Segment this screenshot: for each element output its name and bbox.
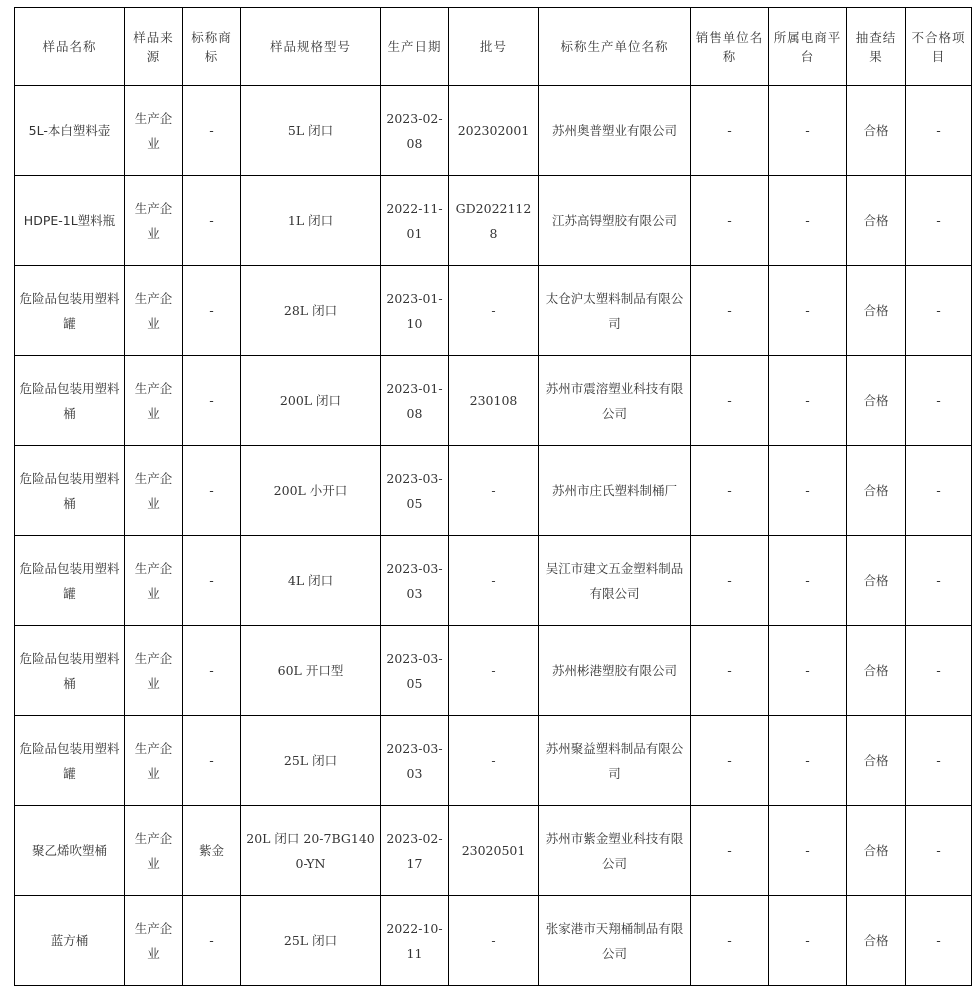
manufacturer-cell: 江苏高锝塑胶有限公司 bbox=[539, 176, 691, 266]
production-date-cell: 2022-11-01 bbox=[381, 176, 449, 266]
manufacturer-cell: 太仓沪太塑料制品有限公司 bbox=[539, 266, 691, 356]
result-cell: 合格 bbox=[847, 536, 906, 626]
manufacturer-cell: 张家港市天翔桶制品有限公司 bbox=[539, 896, 691, 986]
trademark-cell: - bbox=[183, 176, 241, 266]
spec-model-cell: 1L 闭口 bbox=[241, 176, 381, 266]
sample-name-cell: 5L-本白塑料壶 bbox=[15, 86, 125, 176]
sample-name-cell: 危险品包装用塑料桶 bbox=[15, 626, 125, 716]
batch-number-cell: - bbox=[449, 266, 539, 356]
batch-number-cell: - bbox=[449, 446, 539, 536]
ecommerce-platform-cell: - bbox=[769, 896, 847, 986]
result-cell: 合格 bbox=[847, 626, 906, 716]
production-date-cell: 2023-02-17 bbox=[381, 806, 449, 896]
result-cell: 合格 bbox=[847, 176, 906, 266]
ecommerce-platform-cell: - bbox=[769, 86, 847, 176]
header-failed-items: 不合格项目 bbox=[906, 8, 972, 86]
result-cell: 合格 bbox=[847, 446, 906, 536]
spec-model-cell: 200L 小开口 bbox=[241, 446, 381, 536]
sample-name-cell: 危险品包装用塑料罐 bbox=[15, 266, 125, 356]
trademark-cell: - bbox=[183, 716, 241, 806]
header-spec-model: 样品规格型号 bbox=[241, 8, 381, 86]
sample-name-cell: 危险品包装用塑料桶 bbox=[15, 446, 125, 536]
table-row bbox=[15, 716, 972, 806]
manufacturer-cell: 苏州彬港塑胶有限公司 bbox=[539, 626, 691, 716]
result-cell: 合格 bbox=[847, 86, 906, 176]
header-row bbox=[15, 8, 972, 86]
table-row bbox=[15, 626, 972, 716]
failed-items-cell: - bbox=[906, 356, 972, 446]
sample-source-cell: 生产企业 bbox=[125, 86, 183, 176]
result-cell: 合格 bbox=[847, 356, 906, 446]
failed-items-cell: - bbox=[906, 626, 972, 716]
manufacturer-cell: 苏州市庄氏塑料制桶厂 bbox=[539, 446, 691, 536]
spec-model-cell: 60L 开口型 bbox=[241, 626, 381, 716]
sample-source-cell: 生产企业 bbox=[125, 446, 183, 536]
seller-cell: - bbox=[691, 626, 769, 716]
table-row bbox=[15, 356, 972, 446]
header-batch-number: 批号 bbox=[449, 8, 539, 86]
seller-cell: - bbox=[691, 176, 769, 266]
table-row bbox=[15, 806, 972, 896]
sample-source-cell: 生产企业 bbox=[125, 356, 183, 446]
seller-cell: - bbox=[691, 896, 769, 986]
batch-number-cell: - bbox=[449, 536, 539, 626]
production-date-cell: 2023-03-03 bbox=[381, 536, 449, 626]
production-date-cell: 2023-01-08 bbox=[381, 356, 449, 446]
seller-cell: - bbox=[691, 356, 769, 446]
trademark-cell: - bbox=[183, 446, 241, 536]
table-row bbox=[15, 86, 972, 176]
header-ecommerce-platform: 所属电商平台 bbox=[769, 8, 847, 86]
failed-items-cell: - bbox=[906, 536, 972, 626]
sample-source-cell: 生产企业 bbox=[125, 716, 183, 806]
trademark-cell: - bbox=[183, 626, 241, 716]
sample-name-cell: 蓝方桶 bbox=[15, 896, 125, 986]
header-seller: 销售单位名称 bbox=[691, 8, 769, 86]
spec-model-cell: 5L 闭口 bbox=[241, 86, 381, 176]
inspection-results-table bbox=[14, 7, 972, 986]
batch-number-cell: - bbox=[449, 626, 539, 716]
trademark-cell: 紫金 bbox=[183, 806, 241, 896]
result-cell: 合格 bbox=[847, 716, 906, 806]
result-cell: 合格 bbox=[847, 266, 906, 356]
ecommerce-platform-cell: - bbox=[769, 446, 847, 536]
result-cell: 合格 bbox=[847, 806, 906, 896]
trademark-cell: - bbox=[183, 266, 241, 356]
seller-cell: - bbox=[691, 806, 769, 896]
sample-source-cell: 生产企业 bbox=[125, 626, 183, 716]
sample-source-cell: 生产企业 bbox=[125, 536, 183, 626]
failed-items-cell: - bbox=[906, 176, 972, 266]
seller-cell: - bbox=[691, 716, 769, 806]
seller-cell: - bbox=[691, 266, 769, 356]
ecommerce-platform-cell: - bbox=[769, 356, 847, 446]
batch-number-cell: - bbox=[449, 896, 539, 986]
batch-number-cell: 230108 bbox=[449, 356, 539, 446]
sample-name-cell: 危险品包装用塑料罐 bbox=[15, 536, 125, 626]
sample-source-cell: 生产企业 bbox=[125, 806, 183, 896]
spec-model-cell: 20L 闭口 20-7BG1400-YN bbox=[241, 806, 381, 896]
table-body bbox=[15, 86, 972, 986]
table-row bbox=[15, 176, 972, 266]
header-sample-source: 样品来源 bbox=[125, 8, 183, 86]
seller-cell: - bbox=[691, 446, 769, 536]
spec-model-cell: 200L 闭口 bbox=[241, 356, 381, 446]
spec-model-cell: 4L 闭口 bbox=[241, 536, 381, 626]
failed-items-cell: - bbox=[906, 266, 972, 356]
header-result: 抽查结果 bbox=[847, 8, 906, 86]
failed-items-cell: - bbox=[906, 86, 972, 176]
ecommerce-platform-cell: - bbox=[769, 536, 847, 626]
sample-name-cell: 危险品包装用塑料桶 bbox=[15, 356, 125, 446]
production-date-cell: 2023-03-03 bbox=[381, 716, 449, 806]
failed-items-cell: - bbox=[906, 806, 972, 896]
spec-model-cell: 25L 闭口 bbox=[241, 716, 381, 806]
table-row bbox=[15, 446, 972, 536]
ecommerce-platform-cell: - bbox=[769, 716, 847, 806]
seller-cell: - bbox=[691, 86, 769, 176]
ecommerce-platform-cell: - bbox=[769, 626, 847, 716]
header-sample-name: 样品名称 bbox=[15, 8, 125, 86]
seller-cell: - bbox=[691, 536, 769, 626]
spec-model-cell: 28L 闭口 bbox=[241, 266, 381, 356]
spec-model-cell: 25L 闭口 bbox=[241, 896, 381, 986]
header-manufacturer: 标称生产单位名称 bbox=[539, 8, 691, 86]
trademark-cell: - bbox=[183, 86, 241, 176]
ecommerce-platform-cell: - bbox=[769, 176, 847, 266]
trademark-cell: - bbox=[183, 896, 241, 986]
manufacturer-cell: 苏州聚益塑料制品有限公司 bbox=[539, 716, 691, 806]
manufacturer-cell: 苏州市震溶塑业科技有限公司 bbox=[539, 356, 691, 446]
table-row bbox=[15, 896, 972, 986]
sample-name-cell: 危险品包装用塑料罐 bbox=[15, 716, 125, 806]
manufacturer-cell: 苏州奥普塑业有限公司 bbox=[539, 86, 691, 176]
production-date-cell: 2023-01-10 bbox=[381, 266, 449, 356]
batch-number-cell: - bbox=[449, 716, 539, 806]
production-date-cell: 2023-03-05 bbox=[381, 626, 449, 716]
trademark-cell: - bbox=[183, 536, 241, 626]
batch-number-cell: GD20221128 bbox=[449, 176, 539, 266]
ecommerce-platform-cell: - bbox=[769, 266, 847, 356]
sample-source-cell: 生产企业 bbox=[125, 176, 183, 266]
sample-source-cell: 生产企业 bbox=[125, 266, 183, 356]
failed-items-cell: - bbox=[906, 896, 972, 986]
header-production-date: 生产日期 bbox=[381, 8, 449, 86]
result-cell: 合格 bbox=[847, 896, 906, 986]
manufacturer-cell: 吴江市建文五金塑料制品有限公司 bbox=[539, 536, 691, 626]
header-trademark: 标称商标 bbox=[183, 8, 241, 86]
sample-name-cell: 聚乙烯吹塑桶 bbox=[15, 806, 125, 896]
ecommerce-platform-cell: - bbox=[769, 806, 847, 896]
production-date-cell: 2023-02-08 bbox=[381, 86, 449, 176]
manufacturer-cell: 苏州市紫金塑业科技有限公司 bbox=[539, 806, 691, 896]
sample-source-cell: 生产企业 bbox=[125, 896, 183, 986]
production-date-cell: 2023-03-05 bbox=[381, 446, 449, 536]
batch-number-cell: 202302001 bbox=[449, 86, 539, 176]
table-row bbox=[15, 536, 972, 626]
sample-name-cell: HDPE-1L塑料瓶 bbox=[15, 176, 125, 266]
table-row bbox=[15, 266, 972, 356]
failed-items-cell: - bbox=[906, 716, 972, 806]
failed-items-cell: - bbox=[906, 446, 972, 536]
production-date-cell: 2022-10-11 bbox=[381, 896, 449, 986]
batch-number-cell: 23020501 bbox=[449, 806, 539, 896]
trademark-cell: - bbox=[183, 356, 241, 446]
